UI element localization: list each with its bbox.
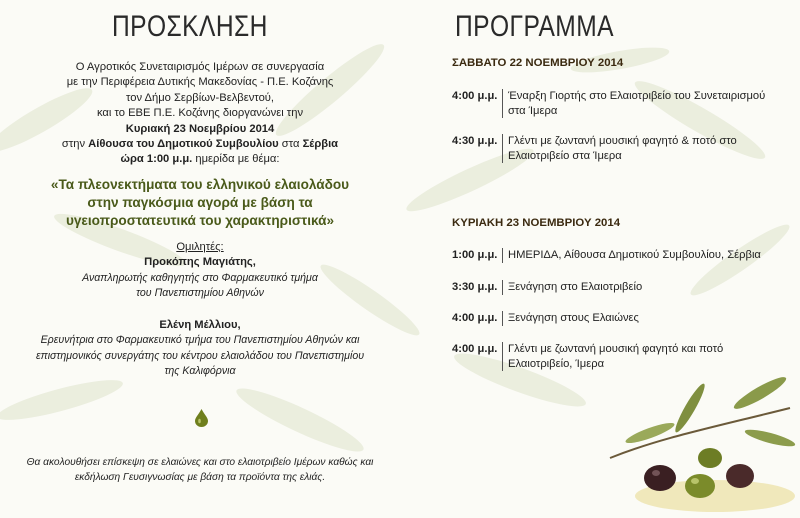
- event-time: ώρα 1:00 μ.μ.: [120, 153, 193, 166]
- day-2-heading: ΚΥΡΙΑΚΗ 23 ΝΟΕΜΒΡΙΟΥ 2014: [452, 217, 621, 229]
- place-line: στην Αίθουσα του Δημοτικού Συμβουλίου στα Σέρβια: [61, 138, 339, 151]
- olive-branch-illustration: [590, 368, 800, 518]
- city: Σέρβια: [302, 138, 339, 151]
- speaker-name: Προκόπης Μαγιάτης,: [144, 256, 256, 269]
- invitation-intro: [0, 60, 400, 168]
- footnote: Θα ακολουθήσει επίσκεψη σε ελαιώνες και στο ελαιοτριβείο Ιμέρων καθώς και εκδήλωση Γευσιγνωσίας με βάση τα προϊόντα της ελιάς.: [26, 457, 374, 483]
- intro-line: Ο Αγροτικός Συνεταιρισμός Ιμέρων σε συνεργασία: [75, 61, 325, 73]
- day-1-heading: ΣΑΒΒΑΤΟ 22 ΝΟΕΜΒΡΙΟΥ 2014: [452, 57, 624, 69]
- time-line: ώρα 1:00 μ.μ. ημερίδα με θέμα:: [120, 153, 280, 166]
- invitation-title: ΠΡΟΣΚΛΗΣΗ: [112, 10, 268, 43]
- programme-panel: ΠΡΟΓΡΑΜΜΑ ΣΑΒΒΑΤΟ 22 ΝΟΕΜΒΡΙΟΥ 2014 4:00 μ.μ. Έναρξη Γιορτής στο Ελαιοτριβείο του Συνεταιρισμού στα Ίμερα 4:30 μ.μ. Γλέντι με ζωντανή μουσική φαγητό & ποτό στο Ελαιοτριβείο στα Ίμερα ΚΥΡΙΑΚΗ 23 ΝΟΕΜΒΡΙΟΥ 2014 1:00 μ.μ. ΗΜΕΡΙΔΑ, Αίθουσα Δημοτικού Συμβουλίου, Σέρβια 3:30 μ.μ. Ξενάγηση στο Ελαιοτριβείο 4:00 μ.μ. Ξενάγηση στους Ελαιώνες 4:00 μ.μ. Γλέντι με ζωντανή μουσική φαγητό και ποτό Ελαιοτριβείο, Ίμερα: [400, 0, 800, 518]
- intro-line: με την Περιφέρεια Δυτικής Μακεδονίας - Π.Ε. Κοζάνης: [66, 76, 334, 89]
- intro-line: και το ΕΒΕ Π.Ε. Κοζάνης διοργανώνει την: [96, 107, 304, 120]
- programme-title: ΠΡΟΓΡΑΜΜΑ: [455, 10, 614, 43]
- speakers-heading: Ομιλητές:: [176, 241, 224, 253]
- intro-line: τον Δήμο Σερβίων-Βελβεντού,: [125, 91, 275, 104]
- speaker-name: Ελένη Μέλλιου,: [159, 319, 241, 331]
- speaker-2: Ελένη Μέλλιου, Ερευνήτρια στο Φαρμακευτικό τμήμα του Πανεπιστημίου Αθηνών και επιστημονικός συνεργάτης του κέντρου ελαιολάδου του Πανεπιστημίου της Καλιφόρνια: [35, 319, 365, 378]
- speakers: Ομιλητές: Προκόπης Μαγιάτης, Αναπληρωτής καθηγητής στο Φαρμακευτικό τμήμα του Πανεπιστημίου Αθηνών: [0, 240, 400, 302]
- event-date: Κυριακή 23 Νοεμβρίου 2014: [125, 122, 275, 135]
- oil-drop-icon: [195, 409, 208, 427]
- conference-theme: «Τα πλεονεκτήματα του ελληνικού ελαιολάδου στην παγκόσμια αγορά με βάση τα υγειοπροστατευτικά του χαρακτηριστικά»: [50, 177, 350, 228]
- venue: Αίθουσα του Δημοτικού Συμβουλίου: [88, 138, 279, 151]
